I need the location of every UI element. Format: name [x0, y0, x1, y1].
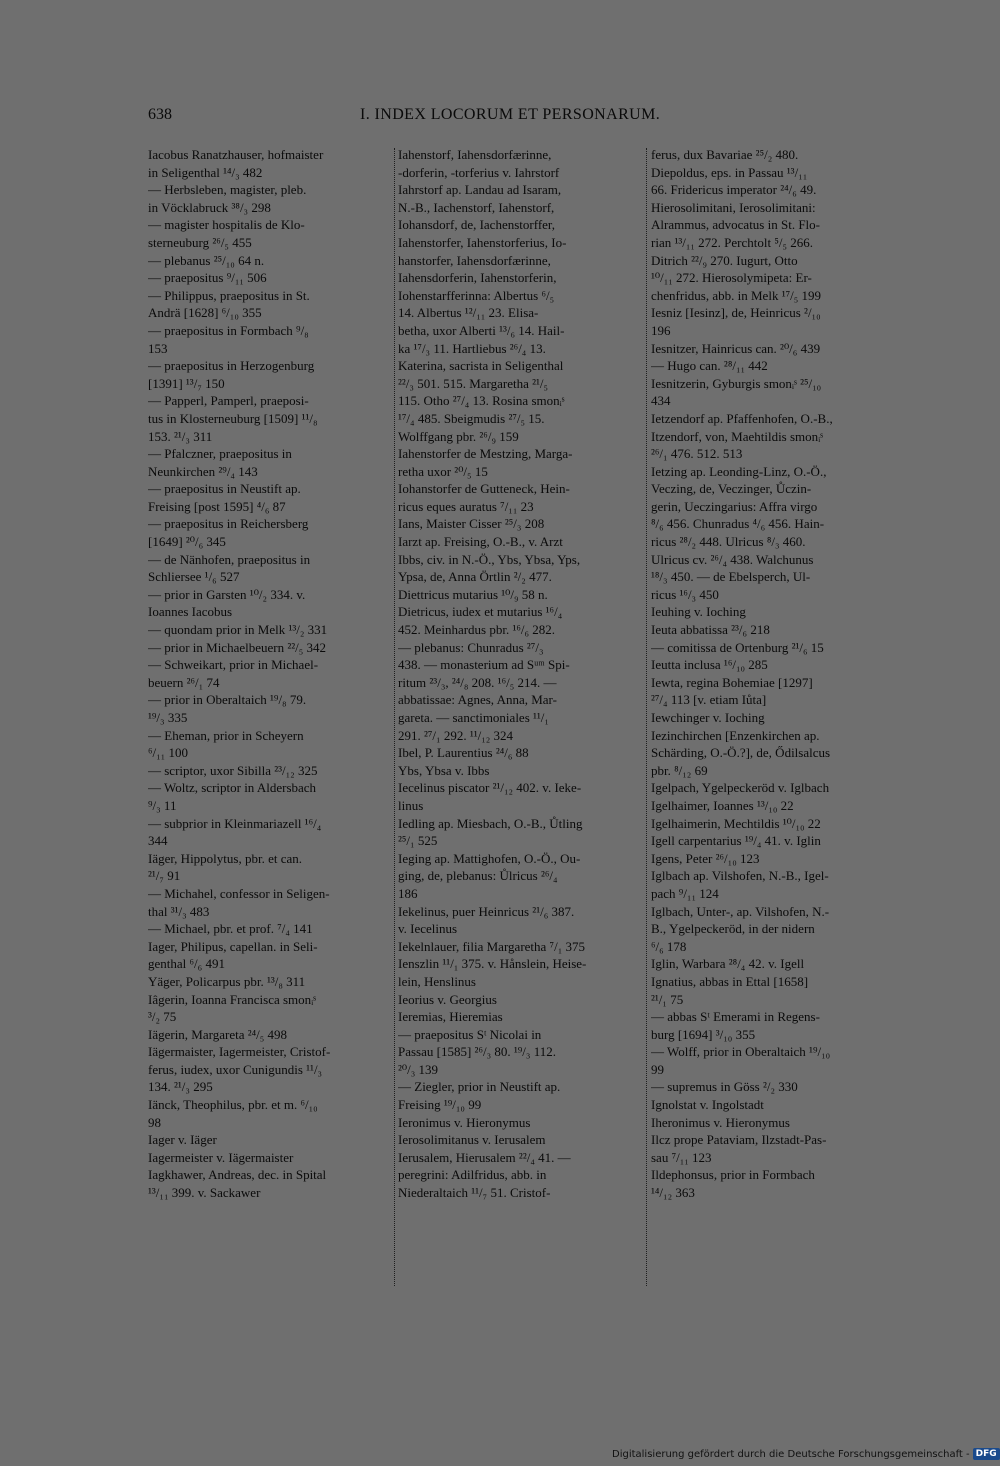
index-line: ²¹/₁ 75	[651, 991, 684, 1007]
index-line: Iahenstorf, Iahensdorfærinne,	[398, 147, 552, 162]
index-line: ferus, iudex, uxor Cunigundis ¹¹/₃	[148, 1061, 323, 1077]
index-line: — Woltz, scriptor in Aldersbach	[148, 780, 317, 796]
index-line: Ienszlin ¹¹/₁ 375. v. Hånslein, Heise-	[398, 956, 587, 972]
index-line: Ians, Maister Cisser ²⁵/₃ 208	[398, 516, 545, 532]
index-line: Schliersee ¹/₆ 527	[148, 569, 240, 585]
index-line: — praepositus in Formbach ⁹/₈	[148, 322, 309, 338]
index-line: ⁶/₁₁ 100	[148, 745, 188, 761]
index-line: in Vöcklabruck ³⁸/₃ 298	[148, 199, 271, 215]
index-line: 98	[148, 1114, 161, 1130]
index-line: ²⁵/₁ 525	[398, 833, 438, 849]
column-rule-1	[394, 148, 395, 1286]
index-line: Ypsa, de, Anna Örtlin ²/₂ 477.	[398, 569, 552, 585]
index-line: pach ⁹/₁₁ 124	[651, 885, 719, 901]
footer-credit	[612, 1448, 1000, 1460]
index-line: ¹⁸/₃ 450. — de Ebelsperch, Ul-	[651, 569, 811, 585]
index-line: N.-B., Iachenstorf, Iahenstorf,	[398, 199, 555, 215]
index-line: 14. Albertus ¹²/₁₁ 23. Elisa-	[398, 305, 539, 321]
index-line: abbatissae: Agnes, Anna, Mar-	[398, 692, 557, 708]
index-line: ²¹/₇ 91	[148, 868, 181, 884]
index-line: Iesnitzer, Hainricus can. ²⁰/₆ 439	[651, 340, 821, 356]
index-line: ¹⁴/₁₂ 363	[651, 1185, 695, 1201]
index-line: Iägerin, Margareta ²⁴/₅ 498	[148, 1026, 288, 1042]
index-line: 99	[651, 1061, 664, 1077]
index-line: ³/₂ 75	[148, 1009, 177, 1025]
index-line: — scriptor, uxor Sibilla ²³/₁₂ 325	[148, 762, 318, 778]
index-line: Iohanstorfer de Gutteneck, Hein-	[398, 481, 570, 497]
index-line: Iacobus Ranatzhauser, hofmaister	[148, 147, 324, 162]
index-line: Igell carpentarius ¹⁹/₄ 41. v. Iglin	[651, 833, 821, 849]
index-line: Diettricus mutarius ¹⁰/₉ 58 n.	[398, 586, 548, 602]
index-line: ka ¹⁷/₃ 11. Hartliebus ²⁶/₄ 13.	[398, 340, 546, 356]
index-line: Dietricus, iudex et mutarius ¹⁶/₄	[398, 604, 563, 620]
index-line: ⁶/₆ 178	[651, 938, 687, 954]
index-line: — prior in Michaelbeuern ²²/₅ 342	[148, 639, 327, 655]
index-line: Iglbach ap. Vilshofen, N.-B., Igel-	[651, 868, 829, 884]
index-column-3	[651, 146, 894, 1202]
index-line: Hierosolimitani, Ierosolimitani:	[651, 199, 816, 215]
index-line: Ieremias, Hieremias	[398, 1009, 503, 1025]
index-line: — magister hospitalis de Klo-	[148, 217, 305, 233]
index-line: Neunkirchen ²⁹/₄ 143	[148, 463, 258, 479]
index-line: — Eheman, prior in Scheyern	[148, 727, 304, 743]
index-line: Iager v. Iäger	[148, 1132, 217, 1148]
index-line: Freising [post 1595] ⁴/₆ 87	[148, 498, 286, 514]
index-line: gerin, Ueczingarius: Affra virgo	[651, 498, 818, 514]
index-line: in Seligenthal ¹⁴/₃ 482	[148, 164, 263, 180]
index-line: Alrammus, advocatus in St. Flo-	[651, 217, 820, 233]
index-line: [1391] ¹³/₇ 150	[148, 375, 225, 391]
index-line: chenfridus, abb. in Melk ¹⁷/₅ 199	[651, 287, 822, 303]
index-line: — Michahel, confessor in Seligen-	[148, 885, 330, 901]
index-line: Freising ¹⁹/₁₀ 99	[398, 1097, 482, 1113]
index-line: — praepositus in Neustift ap.	[148, 481, 301, 497]
index-line: Ioannes Iacobus	[148, 604, 233, 620]
index-line: — Hugo can. ²⁸/₁₁ 442	[651, 358, 768, 374]
index-line: burg [1694] ³/₁₀ 355	[651, 1026, 756, 1042]
index-line: Iecelinus piscator ²¹/₁₂ 402. v. Ieke-	[398, 780, 582, 796]
index-line: sterneuburg ²⁶/₅ 455	[148, 234, 252, 250]
index-line: ritum ²³/₃, ²⁴/₈ 208. ¹⁶/₅ 214. —	[398, 674, 557, 690]
index-line: Itzendorf, von, Maehtildis smonᵢˢ	[651, 428, 824, 444]
index-line: B., Ygelpeckeröd, in der nidern	[651, 921, 815, 937]
index-line: Iohansdorf, de, Iachenstorffer,	[398, 217, 555, 233]
index-line: Yäger, Policarpus pbr. ¹³/₈ 311	[148, 973, 306, 989]
index-line: — prior in Garsten ¹⁰/₂ 334. v.	[148, 586, 306, 602]
index-line: 344	[148, 833, 168, 849]
index-line: ricus ¹⁶/₃ 450	[651, 586, 719, 602]
index-line: Iahrstorf ap. Landau ad Isaram,	[398, 182, 562, 198]
index-line: ¹⁰/₁₁ 272. Hierosolymipeta: Er-	[651, 270, 812, 286]
index-line: Iarzt ap. Freising, O.-B., v. Arzt	[398, 534, 563, 550]
index-line: — praepositus in Reichersberg	[148, 516, 309, 532]
index-line: ²⁷/₄ 113 [v. etiam Iůta]	[651, 692, 767, 708]
index-line: Iheronimus v. Hieronymus	[651, 1114, 790, 1130]
index-line: Ietzing ap. Leonding-Linz, O.-Ö.,	[651, 463, 827, 479]
index-line: gareta. — sanctimoniales ¹¹/₁	[398, 710, 549, 725]
page-number: 638	[148, 106, 172, 123]
index-line: Igelhaimerin, Mechtildis ¹⁰/₁₀ 22	[651, 815, 821, 831]
index-line: Iewchinger v. Ioching	[651, 710, 765, 725]
index-line: Iedling ap. Miesbach, O.-B., Ůtling	[398, 815, 583, 831]
index-line: 66. Fridericus imperator ²⁴/₆ 49.	[651, 182, 817, 198]
index-line: Ibel, P. Laurentius ²⁴/₆ 88	[398, 745, 529, 761]
index-line: Iezinchirchen [Enzenkirchen ap.	[651, 727, 820, 743]
index-line: ¹⁷/₄ 485. Sbeigmudis ²⁷/₅ 15.	[398, 410, 545, 426]
index-line: Ieorius v. Georgius	[398, 991, 497, 1007]
index-line: peregrini: Adilfridus, abb. in	[398, 1167, 547, 1183]
index-line: — quondam prior in Melk ¹³/₂ 331	[148, 622, 328, 638]
index-line: [1649] ²⁰/₆ 345	[148, 534, 226, 550]
index-line: Katerina, sacrista in Seligenthal	[398, 358, 564, 374]
index-line: Ieutta inclusa ¹⁶/₁₀ 285	[651, 657, 768, 673]
index-line: ¹³/₁₁ 399. v. Sackawer	[148, 1185, 261, 1201]
index-line: Iglbach, Unter-, ap. Vilshofen, N.-	[651, 903, 830, 919]
index-line: Ybs, Ybsa v. Ibbs	[398, 762, 490, 778]
index-line: — Pfalczner, praepositus in	[148, 446, 292, 462]
index-line: Igelhaimer, Ioannes ¹³/₁₀ 22	[651, 797, 794, 813]
index-line: genthal ⁶/₆ 491	[148, 956, 225, 972]
index-line: Iägermaister, Iagermeister, Cristof-	[148, 1044, 331, 1060]
index-line: ²²/₃ 501. 515. Margaretha ²¹/₅	[398, 375, 549, 391]
index-line: Veczing, de, Veczinger, Ůczin-	[651, 481, 812, 497]
index-line: — comitissa de Ortenburg ²¹/₆ 15	[651, 639, 824, 655]
index-line: Iesniz [Iesinz], de, Heinricus ²/₁₀	[651, 305, 821, 321]
index-line: — prior in Oberaltaich ¹⁹/₈ 79.	[148, 692, 307, 708]
index-line: Andrä [1628] ⁶/₁₀ 355	[148, 305, 262, 321]
index-line: — Herbsleben, magister, pleb.	[148, 182, 307, 198]
index-line: ²⁶/₁ 476. 512. 513	[651, 446, 743, 462]
index-line: Ildephonsus, prior in Formbach	[651, 1167, 815, 1183]
index-line: — Michael, pbr. et prof. ⁷/₄ 141	[148, 921, 313, 937]
index-line: — supremus in Göss ²/₂ 330	[651, 1079, 798, 1095]
index-line: — praepositus in Herzogenburg	[148, 358, 315, 374]
index-line: Diepoldus, eps. in Passau ¹³/₁₁	[651, 164, 808, 180]
index-line: Iesnitzerin, Gyburgis smonᵢˢ ²⁵/₁₀	[651, 375, 822, 391]
index-line: ricus eques auratus ⁷/₁₁ 23	[398, 498, 534, 514]
dfg-logo: DFG	[973, 1448, 1000, 1460]
index-line: ricus ²⁸/₂ 448. Ulricus ⁸/₃ 460.	[651, 534, 806, 550]
index-line: — Papperl, Pamperl, praeposi-	[148, 393, 309, 409]
index-line: Ieging ap. Mattighofen, O.-Ö., Ou-	[398, 850, 581, 866]
index-line: linus	[398, 797, 424, 813]
index-line: 186	[398, 885, 418, 901]
index-line: rian ¹³/₁₁ 272. Perchtolt ⁵/₅ 266.	[651, 234, 814, 250]
index-line: tus in Klosterneuburg [1509] ¹¹/₈	[148, 410, 318, 426]
index-line: ferus, dux Bavariae ²⁵/₂ 480.	[651, 147, 799, 162]
index-line: 196	[651, 322, 671, 338]
index-line: 115. Otho ²⁷/₄ 13. Rosina smonᵢˢ	[398, 393, 565, 409]
index-line: 452. Meinhardus pbr. ¹⁶/₆ 282.	[398, 622, 556, 638]
index-line: ²⁰/₃ 139	[398, 1061, 439, 1077]
index-line: — Schweikart, prior in Michael-	[148, 657, 319, 673]
index-line: — Philippus, praepositus in St.	[148, 287, 310, 303]
index-line: 434	[651, 393, 671, 409]
index-line: 134. ²¹/₃ 295	[148, 1079, 213, 1095]
index-line: Iohenstarfferinna: Albertus ⁶/₅	[398, 287, 555, 303]
index-line: Iahensdorferin, Iahenstorferin,	[398, 270, 557, 286]
index-line: Iagkhawer, Andreas, dec. in Spital	[148, 1167, 327, 1183]
index-line: Niederaltaich ¹¹/₇ 51. Cristof-	[398, 1185, 551, 1201]
index-line: 438. — monasterium ad Sᵘᵐ Spi-	[398, 657, 570, 673]
index-line: Ditrich ²²/₉ 270. Iugurt, Otto	[651, 252, 798, 268]
index-line: Ieronimus v. Hieronymus	[398, 1114, 531, 1130]
index-line: — Wolff, prior in Oberaltaich ¹⁹/₁₀	[651, 1044, 831, 1060]
index-line: ging, de, plebanus: Ůlricus ²⁶/₄	[398, 868, 558, 884]
index-line: pbr. ⁸/₁₂ 69	[651, 762, 708, 778]
index-line: Iäger, Hippolytus, pbr. et can.	[148, 850, 302, 866]
index-line: sau ⁷/₁₁ 123	[651, 1149, 712, 1165]
index-line: ¹⁹/₃ 335	[148, 710, 188, 725]
index-line: hanstorfer, Iahensdorfærinne,	[398, 252, 551, 268]
index-line: thal ³¹/₃ 483	[148, 903, 210, 919]
index-line: Iahenstorfer, Iahenstorferius, Io-	[398, 234, 567, 250]
index-line: Iekelnlauer, filia Margaretha ⁷/₁ 375	[398, 938, 585, 954]
index-line: — plebanus ²⁵/₁₀ 64 n.	[148, 252, 265, 268]
index-line: Ignolstat v. Ingolstadt	[651, 1097, 764, 1113]
index-line: Ignatius, abbas in Ettal [1658]	[651, 973, 809, 989]
index-line: beuern ²⁶/₁ 74	[148, 674, 220, 690]
footer-credit-text: Digitalisierung gefördert durch die Deutsche Forschungsgemeinschaft -	[612, 1448, 970, 1460]
index-column-1	[148, 146, 390, 1202]
index-line: lein, Henslinus	[398, 973, 476, 989]
index-line: retha uxor ²⁰/₅ 15	[398, 463, 488, 479]
index-line: — subprior in Kleinmariazell ¹⁶/₄	[148, 815, 322, 831]
index-line: Iahenstorfer de Mestzing, Marga-	[398, 446, 573, 462]
index-column-2	[398, 146, 642, 1202]
index-line: Iagermeister v. Iägermaister	[148, 1149, 294, 1165]
index-line: Ieuta abbatissa ²³/₆ 218	[651, 622, 770, 638]
index-line: Passau [1585] ²⁶/₃ 80. ¹⁹/₃ 112.	[398, 1044, 556, 1060]
running-title: I. INDEX LOCORUM ET PERSONARUM.	[360, 106, 661, 123]
index-line: 153	[148, 340, 168, 356]
column-rule-2	[646, 148, 647, 1286]
index-line: — praepositus Sᵗ Nicolai in	[398, 1026, 542, 1042]
index-line: Igelpach, Ygelpeckeröd v. Iglbach	[651, 780, 830, 796]
index-line: — Ziegler, prior in Neustift ap.	[398, 1079, 561, 1095]
index-line: Ulricus cv. ²⁶/₄ 438. Walchunus	[651, 551, 814, 567]
index-line: Igens, Peter ²⁶/₁₀ 123	[651, 850, 760, 866]
index-line: Ierosolimitanus v. Ierusalem	[398, 1132, 546, 1148]
index-line: Ilcz prope Pataviam, Ilzstadt-Pas-	[651, 1132, 827, 1148]
index-line: — abbas Sᵗ Emerami in Regens-	[651, 1009, 820, 1025]
index-line: Schärding, O.-Ö.?], de, Ődilsalcus	[651, 745, 831, 761]
index-line: Ietzendorf ap. Pfaffenhofen, O.-B.,	[651, 410, 833, 426]
index-line: 291. ²⁷/₁ 292. ¹¹/₁₂ 324	[398, 727, 514, 743]
index-line: Iänck, Theophilus, pbr. et m. ⁶/₁₀	[148, 1097, 318, 1113]
index-line: Iglin, Warbara ²⁸/₄ 42. v. Igell	[651, 956, 805, 972]
index-line: — plebanus: Chunradus ²⁷/₃	[398, 639, 544, 655]
index-line: Iewta, regina Bohemiae [1297]	[651, 674, 813, 690]
index-line: Ierusalem, Hierusalem ²²/₄ 41. —	[398, 1149, 571, 1165]
index-line: Ibbs, civ. in N.-Ö., Ybs, Ybsa, Yps,	[398, 551, 581, 567]
index-line: Iekelinus, puer Heinricus ²¹/₆ 387.	[398, 903, 575, 919]
index-line: betha, uxor Alberti ¹³/₆ 14. Hail-	[398, 322, 565, 338]
index-line: Iâgerin, Ioanna Francisca smonᵢˢ	[148, 991, 317, 1007]
index-line: v. Iecelinus	[398, 921, 458, 937]
index-line: -dorferin, -torferius v. Iahrstorf	[398, 164, 560, 180]
index-line: Wolffgang pbr. ²⁶/₉ 159	[398, 428, 519, 444]
index-line: Ieuhing v. Ioching	[651, 604, 746, 620]
index-line: 153. ²¹/₃ 311	[148, 428, 213, 444]
index-line: — praepositus ⁹/₁₁ 506	[148, 270, 267, 286]
index-line: Iager, Philipus, capellan. in Seli-	[148, 938, 318, 954]
index-line: ⁹/₃ 11	[148, 797, 177, 813]
index-line: — de Nänhofen, praepositus in	[148, 551, 311, 567]
index-line: ⁸/₆ 456. Chunradus ⁴/₆ 456. Hain-	[651, 516, 825, 532]
